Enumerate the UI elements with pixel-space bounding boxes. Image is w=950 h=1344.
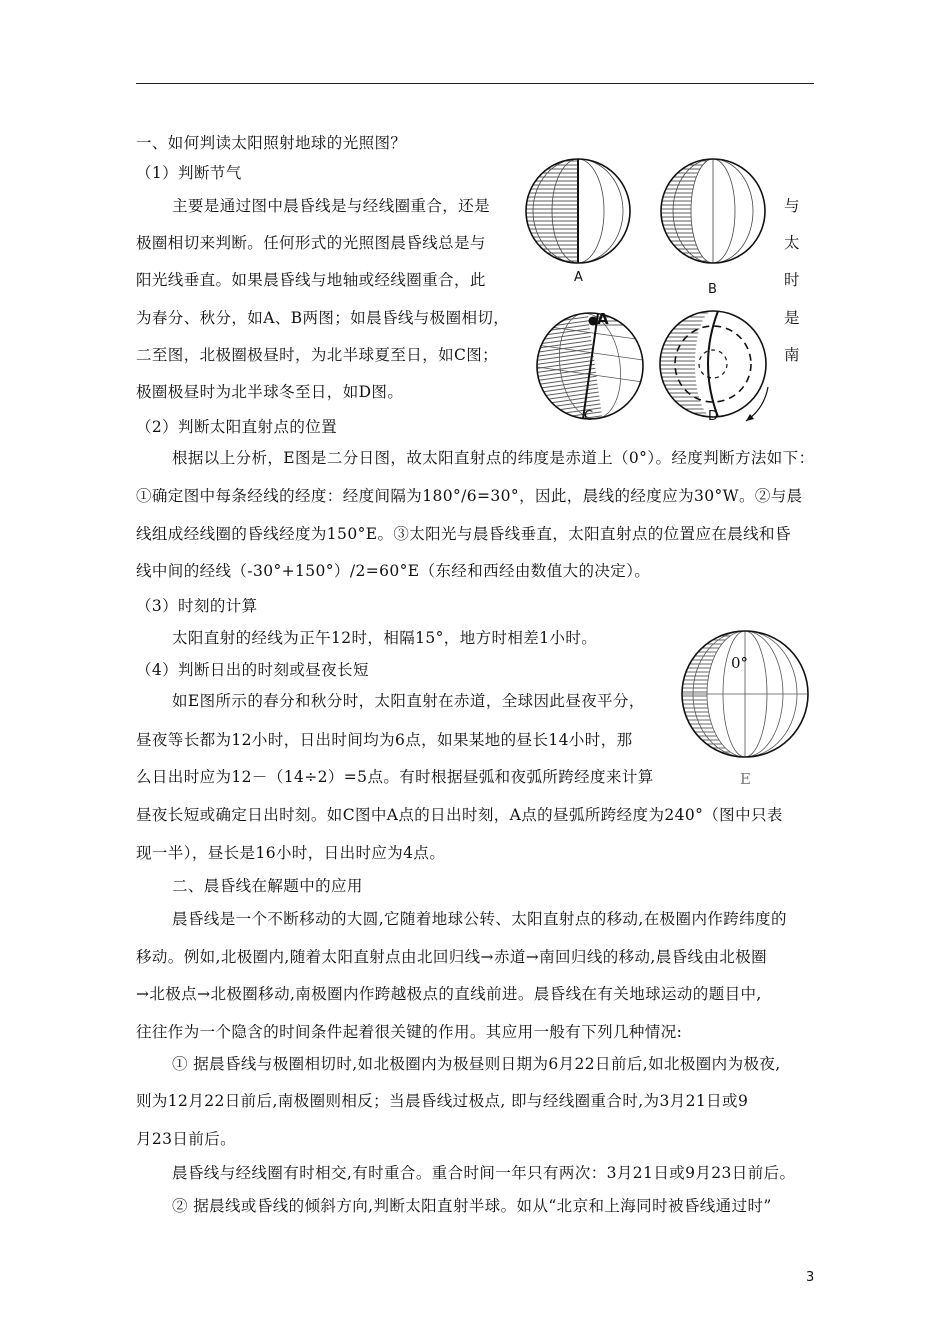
s2-p2-line-2: 月23日前后。 <box>136 1130 237 1148</box>
p2-line-2: 线组成经线圈的昏线经度为150°E。③太阳光与晨昏线垂直，太阳直射点的位置应在晨线和昏 <box>136 525 791 543</box>
globe-a <box>526 159 630 263</box>
p3-text: 太阳直射的经线为正午12时，相隔15°，地方时相差1小时。 <box>172 629 598 647</box>
p4-line-0: 如E图所示的春分和秋分时，太阳直射在赤道，全球因此昼夜平分， <box>172 692 645 710</box>
s2-p1-line-2: →北极点→北极圈移动,南极圈内作跨越极点的直线前进。晨昏线在有关地球运动的题目中, <box>136 985 762 1003</box>
fig-label-b: B <box>708 282 717 297</box>
sub-heading-3: （3）时刻的计算 <box>136 597 258 615</box>
s2-p4: ② 据晨线或昏线的倾斜方向,判断太阳直射半球。如从“北京和上海同时被昏线通过时” <box>172 1197 772 1215</box>
fig-point-a: A <box>597 310 609 328</box>
sub-heading-1: （1）判断节气 <box>136 164 242 182</box>
side-char-3: 是 <box>784 309 800 327</box>
globe-b <box>661 159 765 263</box>
s2-p2-line-1: 则为12月22日前后,南极圈则相反；当晨昏线过极点, 即与经线圈重合时,为3月21日或9 <box>136 1092 749 1110</box>
globe-d <box>660 311 768 421</box>
s2-p1-line-0: 晨昏线是一个不断移动的大圆,它随着地球公转、太阳直射点的移动,在极圈内作跨纬度的 <box>172 910 787 928</box>
p2-line-1: ①确定图中每条经线的经度：经度间隔为180°/6=30°，因此，晨线的经度应为30°W。②与晨 <box>136 487 803 505</box>
p4-line-3: 昼夜长短或确定日出时刻。如C图中A点的日出时刻，A点的昼弧所跨经度为240°（图中只表 <box>136 806 783 824</box>
side-char-0: 与 <box>784 197 800 215</box>
illumination-figures-abcd <box>520 155 775 435</box>
p2-line-0: 根据以上分析，E图是二分日图，故太阳直射点的纬度是赤道上（0°）。经度判断方法如下： <box>172 449 815 467</box>
s2-p2-line-0: ① 据晨昏线与极圈相切时,如北极圈内为极昼则日期为6月22日前后,如北极圈内为极夜, <box>172 1055 781 1073</box>
page-number: 3 <box>806 1270 815 1285</box>
fig-label-d: D <box>708 409 719 424</box>
side-char-2: 时 <box>784 271 800 289</box>
p1-line-2: 阳光线垂直。如果晨昏线与地轴或经线圈重合，此 <box>136 271 486 289</box>
side-char-4: 南 <box>784 346 800 364</box>
s2-p1-line-3: 往往作为一个隐含的时间条件起着很关键的作用。其应用一般有下列几种情况: <box>136 1023 683 1041</box>
p4-line-2: 么日出时应为12－（14÷2）=5点。有时根据昼弧和夜弧所跨经度来计算 <box>136 768 654 786</box>
fig-label-e: E <box>740 770 751 788</box>
s2-p3: 晨昏线与经线圈有时相交,有时重合。重合时间一年只有两次：3月21日或9月23日前后。 <box>172 1164 796 1182</box>
p1-line-1: 极圈相切来判断。任何形式的光照图晨昏线总是与 <box>136 234 486 252</box>
globe-e <box>680 622 810 762</box>
sub-heading-2: （2）判断太阳直射点的位置 <box>136 418 338 436</box>
fig-label-c: C <box>584 409 594 424</box>
fig-label-a: A <box>574 270 583 285</box>
sub-heading-4: （4）判断日出的时刻或昼夜长短 <box>136 661 369 679</box>
p1-line-5: 极圈极昼时为北半球冬至日，如D图。 <box>136 383 404 401</box>
header-rule <box>136 83 814 84</box>
fig-e-degree: 0° <box>731 654 749 672</box>
side-char-1: 太 <box>784 234 800 252</box>
p1-line-4: 二至图，北极圈极昼时，为北半球夏至日，如C图； <box>136 346 499 364</box>
p1-line-0: 主要是通过图中晨昏线是与经线圈重合，还是 <box>172 197 491 215</box>
p2-line-3: 线中间的经线（-30°+150°）/2=60°E（东经和西经由数值大的决定）。 <box>136 562 651 580</box>
section2-heading: 二、晨昏线在解题中的应用 <box>172 877 363 895</box>
s2-p1-line-1: 移动。例如,北极圈内,随着太阳直射点由北回归线→赤道→南回归线的移动,晨昏线由北极圈 <box>136 948 768 966</box>
p4-line-4: 现一半），昼长是16小时，日出时应为4点。 <box>136 844 446 862</box>
section1-heading: 一、如何判读太阳照射地球的光照图？ <box>136 134 407 152</box>
p1-line-3: 为春分、秋分，如A、B两图；如晨昏线与极圈相切， <box>136 309 510 327</box>
p4-line-1: 昼夜等长都为12小时，日出时间均为6点，如果某地的昼长14小时，那 <box>136 731 633 749</box>
